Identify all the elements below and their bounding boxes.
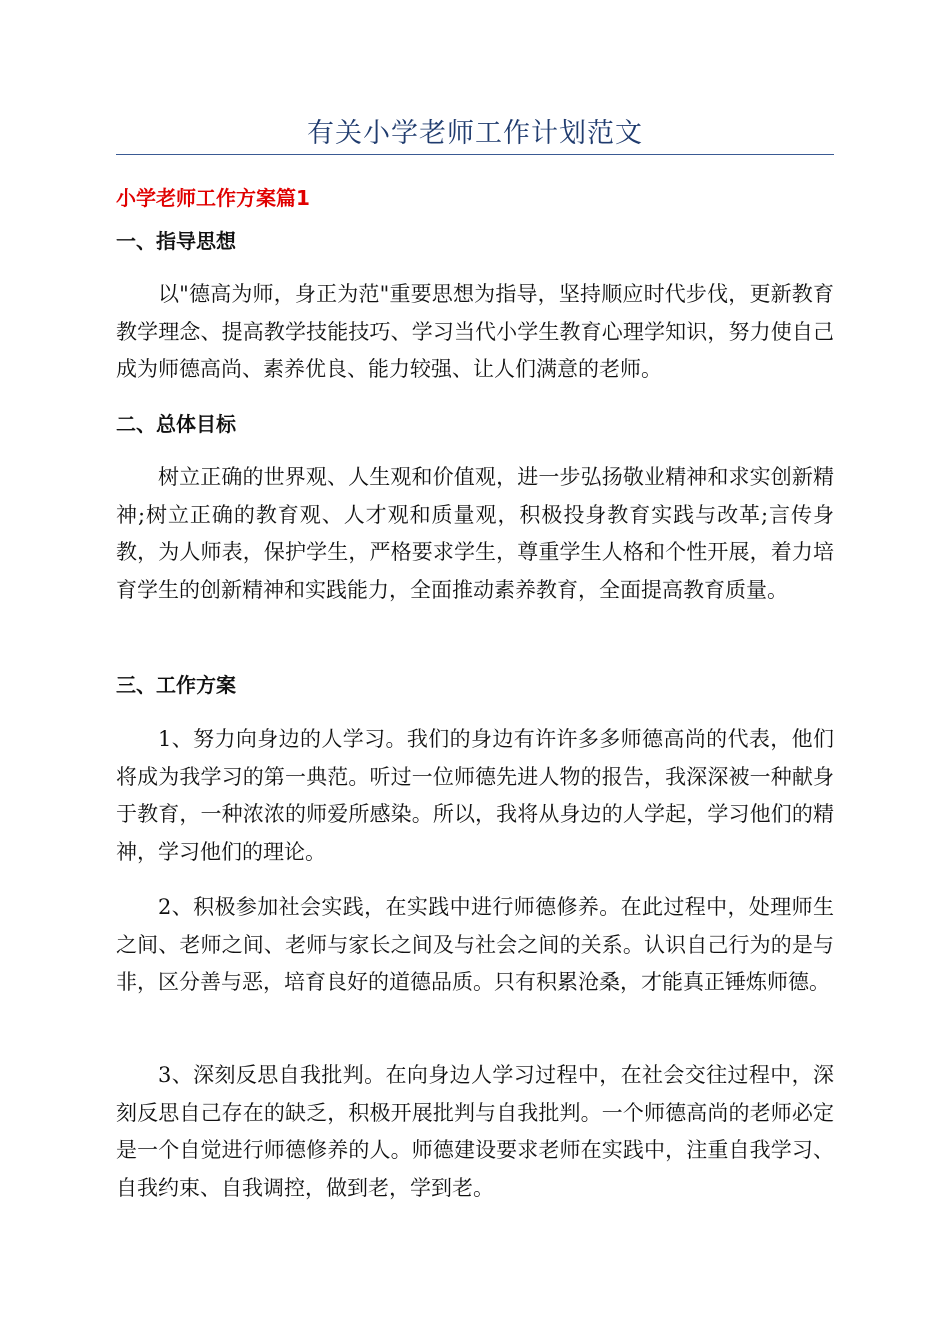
section-title: 小学老师工作方案篇1 [116,186,310,210]
heading-overall-goal: 二、总体目标 [116,412,236,436]
paragraph-guiding-ideology: 以"德高为师，身正为范"重要思想为指导，坚持顺应时代步伐，更新教育教学理念、提高教学技能技巧、学习当代小学生教育心理学知识，努力使自己成为师德高尚、素养优良、能力较强、让人们满意的老师。 [116,282,834,381]
work-plan-item-1: 1、努力向身边的人学习。我们的身边有许许多多师德高尚的代表，他们将成为我学习的第一典范。听过一位师德先进人物的报告，我深深被一种献身于教育，一种浓浓的师爱所感染。所以，我将从身边的人学起，学习他们的精神，学习他们的理论。 [116,727,834,864]
work-plan-item-2: 2、积极参加社会实践，在实践中进行师德修养。在此过程中，处理师生之间、老师之间、老师与家长之间及与社会之间的关系。认识自己行为的是与非，区分善与恶，培育良好的道德品质。只有积累沧桑，才能真正锤炼师德。 [116,895,834,994]
heading-work-plan: 三、工作方案 [116,673,236,697]
document-title: 有关小学老师工作计划范文 [307,118,643,149]
heading-guiding-ideology: 一、指导思想 [116,229,236,253]
paragraph-overall-goal: 树立正确的世界观、人生观和价值观，进一步弘扬敬业精神和求实创新精神;树立正确的教育观、人才观和质量观，积极投身教育实践与改革;言传身教，为人师表，保护学生，严格要求学生，尊重学生人格和个性开展，着力培育学生的创新精神和实践能力，全面推动素养教育，全面提高教育质量。 [116,465,834,602]
work-plan-item-3: 3、深刻反思自我批判。在向身边人学习过程中，在社会交往过程中，深刻反思自己存在的缺乏，积极开展批判与自我批判。一个师德高尚的老师必定是一个自觉进行师德修养的人。师德建设要求老师在实践中，注重自我学习、自我约束、自我调控，做到老，学到老。 [116,1063,834,1200]
title-underline [116,154,834,155]
